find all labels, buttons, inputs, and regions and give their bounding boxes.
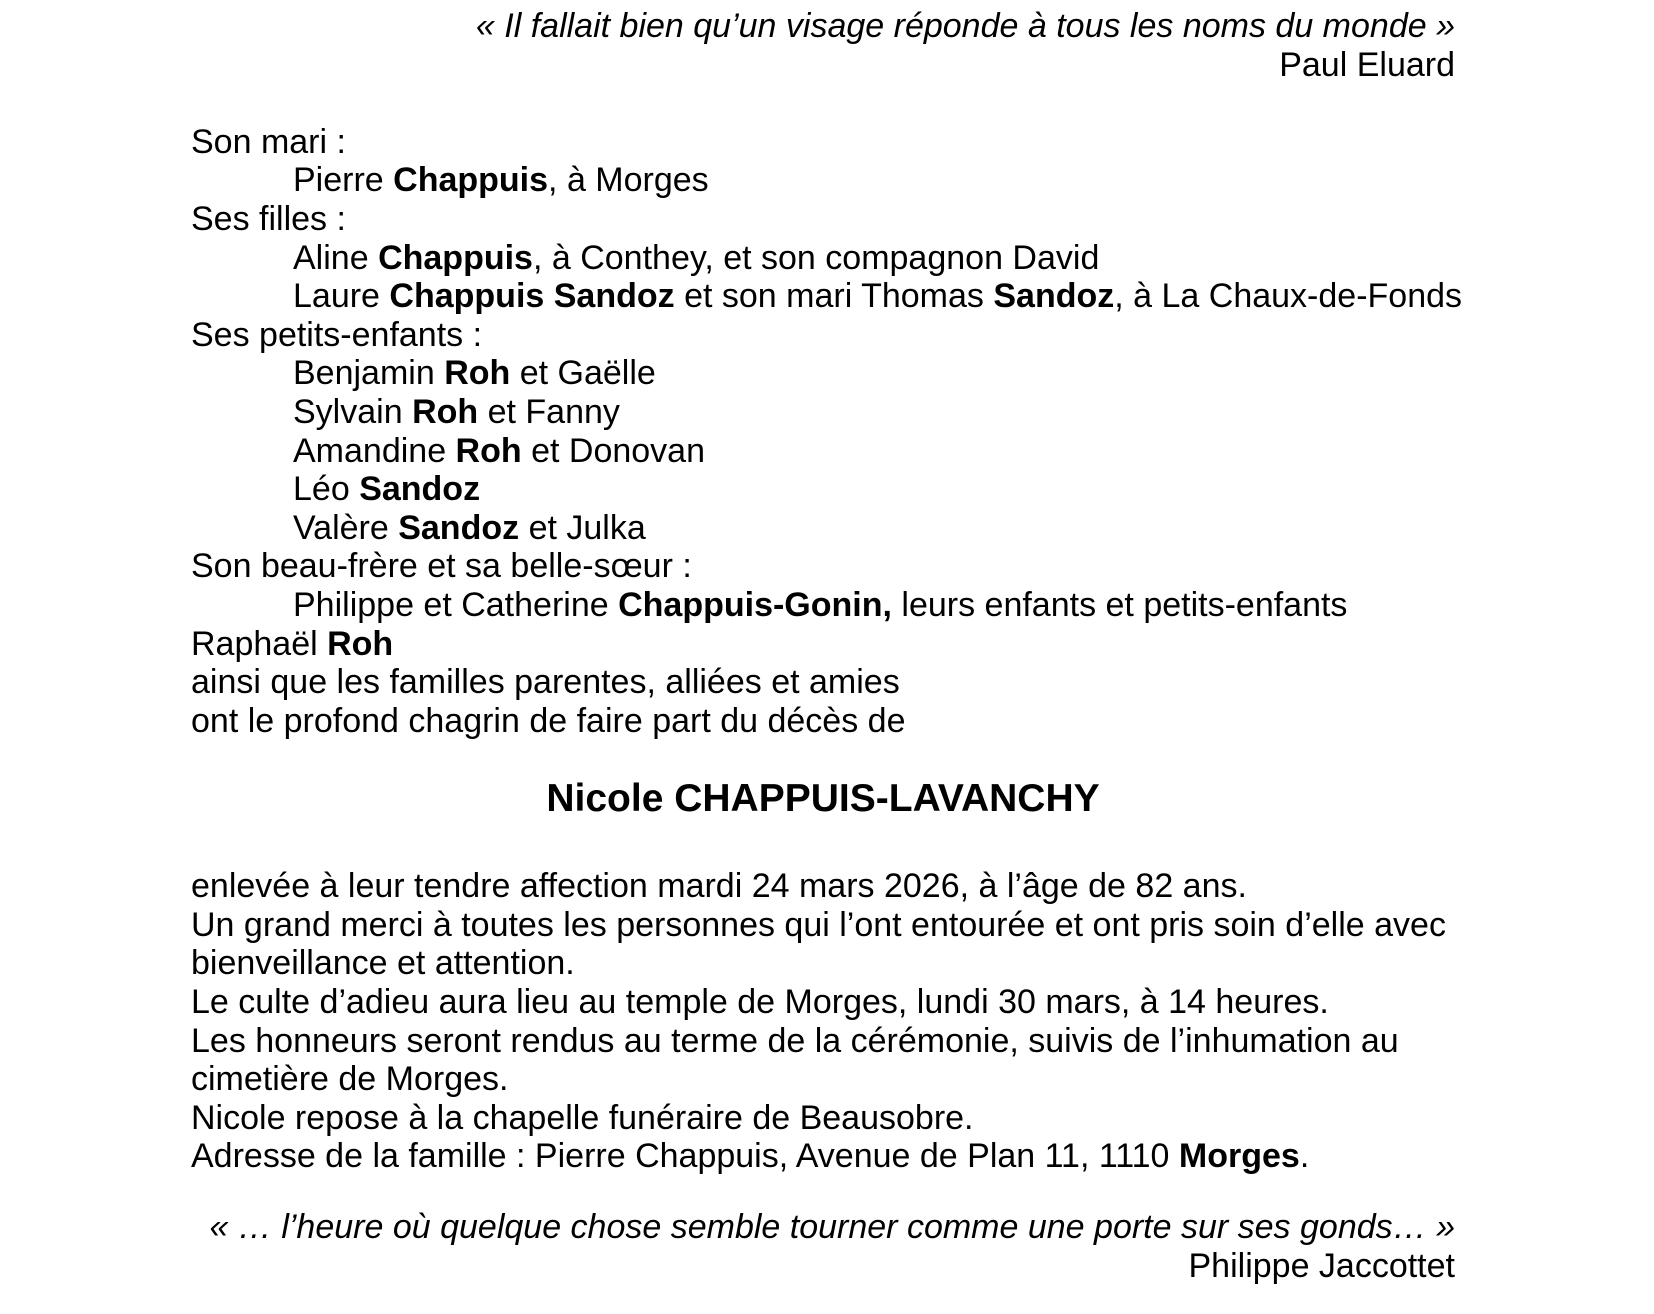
opening-quote [191, 7, 1455, 84]
text-segment: et Donovan [521, 431, 705, 470]
text-line [191, 200, 1455, 239]
text-line [191, 663, 1455, 702]
text-segment: Ses filles : [191, 199, 346, 238]
text-line [191, 1099, 1455, 1138]
text-line [191, 393, 1455, 432]
family-list [191, 122, 1463, 741]
emphasized-name: Sandoz [359, 470, 481, 509]
text-line [191, 509, 1455, 548]
text-segment: enlevée à leur tendre affection mardi 24 mars 2026, à l’âge de 82 ans. [191, 867, 1247, 906]
text-line [191, 983, 1455, 1022]
text-segment: Adresse de la famille : Pierre Chappuis, Avenue de Plan 11, 1110 [191, 1137, 1179, 1176]
text-line [191, 239, 1455, 278]
text-segment: Laure [293, 277, 390, 316]
text-segment: Léo [293, 470, 360, 509]
emphasized-name: Chappuis Sandoz [389, 277, 675, 316]
text-line [191, 547, 1455, 586]
text-segment: Valère [293, 508, 399, 547]
closing-quote-author: Philippe Jaccottet [1188, 1246, 1455, 1285]
text-segment: Raphaël [191, 624, 328, 663]
text-line [191, 625, 1455, 664]
text-line [191, 316, 1455, 355]
emphasized-name: Roh [412, 392, 479, 431]
text-line [191, 1022, 1455, 1061]
emphasized-name: Chappuis-Gonin, [618, 585, 892, 624]
emphasized-name: Roh [455, 431, 522, 470]
text-segment: , à Morges [548, 161, 709, 200]
emphasized-name: Morges [1178, 1137, 1300, 1176]
deceased-name: Nicole CHAPPUIS-LAVANCHY [546, 777, 1100, 821]
text-segment: . [1299, 1137, 1310, 1176]
text-segment: et Gaëlle [510, 354, 656, 393]
text-line [191, 944, 1455, 983]
text-segment: Son mari : [191, 122, 346, 161]
text-segment: , à La Chaux-de-Fonds [1114, 277, 1463, 316]
text-segment: et Fanny [478, 392, 620, 431]
text-segment: Ses petits-enfants : [191, 315, 483, 354]
text-segment: , à Conthey, et son compagnon David [532, 238, 1100, 277]
opening-quote-author: Paul Eluard [1279, 45, 1455, 84]
text-line [191, 586, 1455, 625]
text-line [191, 277, 1463, 316]
text-line [191, 161, 1455, 200]
emphasized-name: Chappuis [393, 161, 549, 200]
blank-line [191, 84, 1455, 123]
text-segment: Aline [293, 238, 379, 277]
text-line [191, 1137, 1455, 1176]
emphasized-name: Roh [327, 624, 394, 663]
text-line [191, 867, 1455, 906]
emphasized-name: Sandoz [398, 508, 520, 547]
announcement-body [191, 867, 1455, 1176]
text-line [191, 906, 1455, 945]
closing-quote-text: « … l’heure où quelque chose semble tourner comme une porte sur ses gonds… » [209, 1208, 1455, 1247]
text-segment: ainsi que les familles parentes, alliées et amies [191, 663, 900, 702]
text-segment: ont le profond chagrin de faire part du décès de [191, 701, 906, 740]
text-segment: Sylvain [293, 392, 413, 431]
text-segment: et Julka [519, 508, 646, 547]
text-segment: Les honneurs seront rendus au terme de la cérémonie, suivis de l’inhumation au [191, 1021, 1399, 1060]
text-segment: Un grand merci à toutes les personnes qui l’ont entourée et ont pris soin d’elle avec [191, 905, 1446, 944]
text-line [191, 1060, 1455, 1099]
text-segment: Pierre [293, 161, 394, 200]
text-line [191, 123, 1455, 162]
text-line [191, 432, 1455, 471]
text-segment: Son beau-frère et sa belle-sœur : [191, 547, 692, 586]
emphasized-name: Roh [444, 354, 511, 393]
opening-quote-text: « Il fallait bien qu’un visage réponde à tous les noms du monde » [475, 7, 1455, 45]
text-segment: et son mari Thomas [674, 277, 994, 316]
text-line [191, 470, 1455, 509]
text-segment: leurs enfants et petits-enfants [891, 585, 1348, 624]
text-segment: Benjamin [293, 354, 445, 393]
text-segment: Nicole repose à la chapelle funéraire de Beausobre. [191, 1098, 974, 1137]
closing-quote [191, 1208, 1455, 1285]
text-segment: Amandine [293, 431, 456, 470]
emphasized-name: Sandoz [993, 277, 1115, 316]
text-line [191, 354, 1455, 393]
text-segment: bienveillance et attention. [191, 944, 575, 983]
emphasized-name: Chappuis [378, 238, 533, 277]
text-segment: Philippe et Catherine [293, 585, 619, 624]
text-segment: cimetière de Morges. [191, 1060, 509, 1099]
text-line [191, 702, 1455, 741]
text-segment: Le culte d’adieu aura lieu au temple de Morges, lundi 30 mars, à 14 heures. [191, 983, 1329, 1022]
